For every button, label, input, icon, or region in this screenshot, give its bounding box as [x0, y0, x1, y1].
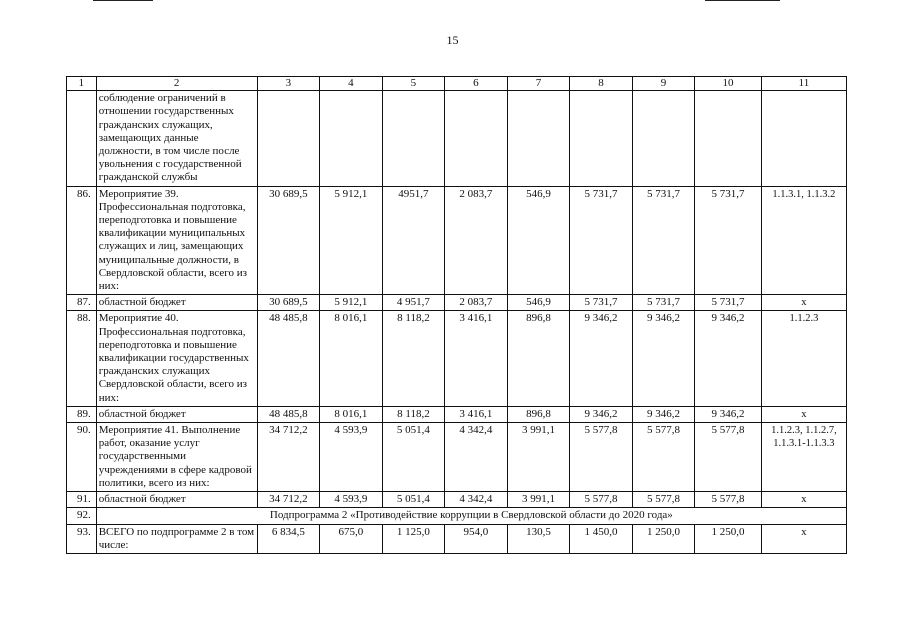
row-number: 92. — [67, 508, 97, 524]
row-value: 6 834,5 — [257, 524, 320, 553]
row-name: Мероприятие 40. Профессиональная подготовка, переподготовка и повышение квалификации государственных гражданских служащих Свердловской области, всего из них: — [96, 311, 257, 406]
column-header: 8 — [570, 77, 633, 91]
row-number: 90. — [67, 423, 97, 492]
row-name: Мероприятие 41. Выполнение работ, оказание услуг государственными учреждениями в сфере кадровой политики, всего из них: — [96, 423, 257, 492]
row-target-code — [761, 91, 846, 186]
budget-table — [66, 76, 847, 554]
row-value: 9 346,2 — [570, 311, 633, 406]
row-value: 5 912,1 — [320, 186, 383, 295]
header-rule-left — [93, 0, 153, 1]
total-row — [67, 524, 847, 553]
page-number: 15 — [446, 33, 459, 47]
row-value: 675,0 — [320, 524, 383, 553]
column-header: 11 — [761, 77, 846, 91]
row-value: 546,9 — [507, 186, 570, 295]
column-header: 6 — [445, 77, 508, 91]
row-value: 48 485,8 — [257, 406, 320, 422]
row-value: 4 342,4 — [445, 423, 508, 492]
table-row — [67, 311, 847, 406]
row-value: 8 016,1 — [320, 406, 383, 422]
table-body — [67, 77, 847, 554]
row-value: 1 125,0 — [382, 524, 445, 553]
row-value: 4 593,9 — [320, 492, 383, 508]
row-value — [382, 91, 445, 186]
row-target-code: 1.1.2.3, 1.1.2.7, 1.1.3.1-1.1.3.3 — [761, 423, 846, 492]
row-value: 34 712,2 — [257, 492, 320, 508]
row-name: Мероприятие 39. Профессиональная подготовка, переподготовка и повышение квалификации муниципальных служащих и лиц, замещающих муниципальные должности, в Свердловской области, всего из них: — [96, 186, 257, 295]
row-number: 87. — [67, 295, 97, 311]
row-target-code: х — [761, 406, 846, 422]
row-name: ВСЕГО по подпрограмме 2 в том числе: — [96, 524, 257, 553]
row-value — [445, 91, 508, 186]
row-value: 34 712,2 — [257, 423, 320, 492]
column-header-row — [67, 77, 847, 91]
row-value: 896,8 — [507, 406, 570, 422]
row-number: 91. — [67, 492, 97, 508]
row-value: 5 577,8 — [695, 492, 762, 508]
row-target-code: х — [761, 295, 846, 311]
row-value: 1 250,0 — [632, 524, 695, 553]
row-value: 5 051,4 — [382, 423, 445, 492]
column-header: 1 — [67, 77, 97, 91]
table-row — [67, 186, 847, 295]
row-number — [67, 91, 97, 186]
row-value — [695, 91, 762, 186]
row-target-code: х — [761, 524, 846, 553]
row-value: 5 731,7 — [695, 186, 762, 295]
table-row — [67, 91, 847, 186]
row-value: 9 346,2 — [570, 406, 633, 422]
row-value: 2 083,7 — [445, 295, 508, 311]
table-row — [67, 492, 847, 508]
row-value: 5 577,8 — [695, 423, 762, 492]
row-value: 2 083,7 — [445, 186, 508, 295]
row-value: 5 577,8 — [632, 423, 695, 492]
row-value: 130,5 — [507, 524, 570, 553]
row-value: 546,9 — [507, 295, 570, 311]
row-value: 9 346,2 — [695, 406, 762, 422]
row-value: 8 118,2 — [382, 311, 445, 406]
row-value — [570, 91, 633, 186]
column-header: 5 — [382, 77, 445, 91]
row-value: 9 346,2 — [632, 406, 695, 422]
row-value: 5 731,7 — [695, 295, 762, 311]
row-number: 93. — [67, 524, 97, 553]
row-value — [632, 91, 695, 186]
table-row — [67, 295, 847, 311]
table-row — [67, 423, 847, 492]
row-value: 5 577,8 — [570, 423, 633, 492]
row-number: 88. — [67, 311, 97, 406]
column-header: 7 — [507, 77, 570, 91]
row-value: 896,8 — [507, 311, 570, 406]
row-value: 1 450,0 — [570, 524, 633, 553]
row-target-code: 1.1.3.1, 1.1.3.2 — [761, 186, 846, 295]
row-value: 5 731,7 — [632, 295, 695, 311]
column-header: 10 — [695, 77, 762, 91]
row-value: 8 118,2 — [382, 406, 445, 422]
row-value: 954,0 — [445, 524, 508, 553]
row-value: 30 689,5 — [257, 186, 320, 295]
row-name: областной бюджет — [96, 406, 257, 422]
row-value — [257, 91, 320, 186]
row-value — [507, 91, 570, 186]
subprogram-title: Подпрограмма 2 «Противодействие коррупции в Свердловской области до 2020 года» — [96, 508, 846, 524]
row-value: 5 577,8 — [570, 492, 633, 508]
row-value: 8 016,1 — [320, 311, 383, 406]
row-value: 5 731,7 — [632, 186, 695, 295]
row-target-code: х — [761, 492, 846, 508]
column-header: 9 — [632, 77, 695, 91]
row-value: 30 689,5 — [257, 295, 320, 311]
row-value: 4951,7 — [382, 186, 445, 295]
row-name: областной бюджет — [96, 492, 257, 508]
row-name: областной бюджет — [96, 295, 257, 311]
row-value: 5 912,1 — [320, 295, 383, 311]
row-value: 4 342,4 — [445, 492, 508, 508]
row-value: 1 250,0 — [695, 524, 762, 553]
row-value: 3 416,1 — [445, 406, 508, 422]
row-value: 3 991,1 — [507, 423, 570, 492]
row-value: 4 951,7 — [382, 295, 445, 311]
subprogram-row — [67, 508, 847, 524]
row-value: 9 346,2 — [632, 311, 695, 406]
row-value: 3 416,1 — [445, 311, 508, 406]
table-row — [67, 406, 847, 422]
row-value: 4 593,9 — [320, 423, 383, 492]
column-header: 4 — [320, 77, 383, 91]
row-value: 3 991,1 — [507, 492, 570, 508]
header-rule-right — [705, 0, 780, 1]
row-value: 5 051,4 — [382, 492, 445, 508]
row-value: 5 731,7 — [570, 186, 633, 295]
row-number: 89. — [67, 406, 97, 422]
row-name: соблюдение ограничений в отношении государственных гражданских служащих, замещающих данные должности, в том числе после увольнения с государственной гражданской службы — [96, 91, 257, 186]
row-value: 9 346,2 — [695, 311, 762, 406]
column-header: 3 — [257, 77, 320, 91]
row-value: 5 577,8 — [632, 492, 695, 508]
column-header: 2 — [96, 77, 257, 91]
row-target-code: 1.1.2.3 — [761, 311, 846, 406]
row-value: 5 731,7 — [570, 295, 633, 311]
row-value — [320, 91, 383, 186]
row-number: 86. — [67, 186, 97, 295]
row-value: 48 485,8 — [257, 311, 320, 406]
